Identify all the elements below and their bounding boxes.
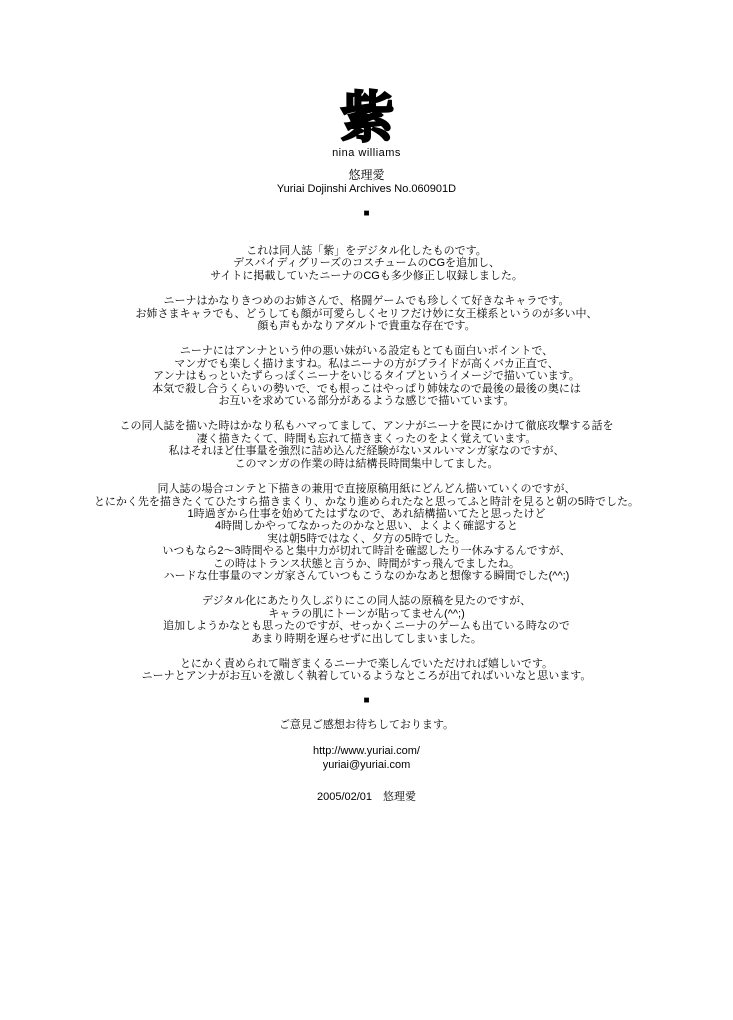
- text-line: デスバイディグリーズのコスチュームのCGを追加し、: [232, 257, 501, 270]
- date-and-signature: 2005/02/01 悠理愛: [316, 791, 417, 804]
- text-line: 4時間しかやってなかったのかなと思い、よくよく確認すると: [214, 520, 519, 533]
- archive-number: Yuriai Dojinshi Archives No.060901D: [276, 183, 457, 195]
- logo-kanji-murasaki: 紫: [340, 88, 393, 148]
- text-line: お互いを求めている部分があるような感じで描いています。: [218, 395, 515, 408]
- text-line: アンナはもっといたずらっぽくニーナをいじるタイプというイメージで描いています。: [153, 370, 580, 383]
- text-line: この同人誌を描いた時はかなり私もハマってまして、アンナがニーナを罠にかけて徹底攻撃する話を: [119, 420, 614, 433]
- text-line: 本気で殺し合うくらいの勢いで、でも根っこはやっぱり姉妹なので最後の最後の奥には: [152, 382, 581, 395]
- text-line: マンガでも楽しく描けますね。私はニーナの方がプライドが高くバカ正直で、: [174, 357, 559, 370]
- feedback-request-line: ご意見ご感想お待ちしております。: [278, 718, 455, 731]
- text-line: 顔も声もかなりアダルトで貴重な存在です。: [257, 320, 476, 333]
- text-line: 同人誌の場合コンテと下描きの兼用で直接原稿用紙にどんどん描いていくのですが、: [157, 483, 576, 496]
- paragraph: [0, 345, 733, 407]
- website-url: http://www.yuriai.com/: [313, 745, 420, 758]
- text-line: ニーナにはアンナという仲の悪い妹がいる設定もとても面白いポイントで、: [179, 345, 554, 358]
- text-line: いつもなら2〜3時間やると集中力が切れて時計を確認したり一休みするんですが、: [162, 545, 571, 558]
- text-line: このマンガの作業の時は結構長時間集中してました。: [234, 457, 499, 470]
- text-line: とにかく責められて喘ぎまくるニーナで楽しんでいただければ嬉しいです。: [179, 657, 554, 670]
- text-line: キャラの肌にトーンが貼ってません(^^;): [268, 607, 465, 620]
- contact-block: [0, 744, 733, 772]
- text-line: 凄く描きたくて、時間も忘れて描きまくったのをよく覚えています。: [196, 432, 537, 445]
- paragraph: [0, 420, 733, 470]
- text-line: ニーナはかなりきつめのお姉さんで、格闘ゲームでも珍しくて好きなキャラです。: [163, 295, 570, 308]
- paragraph: [0, 595, 733, 645]
- text-line: サイトに掲載していたニーナのCGも多少修正し収録しました。: [210, 269, 523, 282]
- logo-subtitle: nina williams: [332, 147, 401, 159]
- text-line: あまり時期を遅らせずに出してしまいました。: [251, 632, 482, 645]
- text-line: 1時過ぎから仕事を始めてたはずなので、あれ結構描いてたと思ったけど: [187, 507, 546, 520]
- text-line: これは同人誌「紫」をデジタル化したものです。: [246, 245, 487, 257]
- text-line: 私はそれほど仕事量を強烈に詰め込んだ経験がないヌルいマンガ家なのですが、: [168, 445, 565, 458]
- paragraph: [0, 658, 733, 683]
- email-address: yuriai@yuriai.com: [322, 759, 411, 772]
- afterword-paragraphs: [0, 245, 733, 683]
- text-line: お姉さまキャラでも、どうしても顔が可愛らしくセリフだけ妙に女王様系というのが多い中、: [135, 307, 598, 320]
- text-line: ハードな仕事量のマンガ家さんていつもこうなのかなあと想像する瞬間でした(^^;): [163, 569, 570, 582]
- text-line: ニーナとアンナがお互いを激しく執着しているようなところが出てればいいなと思います。: [141, 670, 592, 683]
- section-divider-square: ■: [363, 208, 370, 219]
- paragraph: [0, 245, 733, 282]
- text-line: 実は朝5時ではなく、夕方の5時でした。: [266, 532, 466, 545]
- text-line: 追加しようかなとも思ったのですが、せっかくニーナのゲームも出ている時なので: [163, 620, 570, 633]
- paragraph: [0, 483, 733, 582]
- author-name: 悠理愛: [348, 168, 385, 182]
- text-line: とにかく先を描きたくてひたすら描きまくり、かなり進められたなと思ってふと時計を見ると朝の5時でした。: [93, 495, 640, 508]
- text-line: デジタル化にあたり久しぶりにこの同人誌の原稿を見たのですが、: [201, 595, 532, 608]
- text-line: この時はトランス状態と言うか、時間がすっ飛んでましたね。: [212, 557, 520, 570]
- footer-divider-square: ■: [363, 694, 370, 706]
- paragraph: [0, 295, 733, 332]
